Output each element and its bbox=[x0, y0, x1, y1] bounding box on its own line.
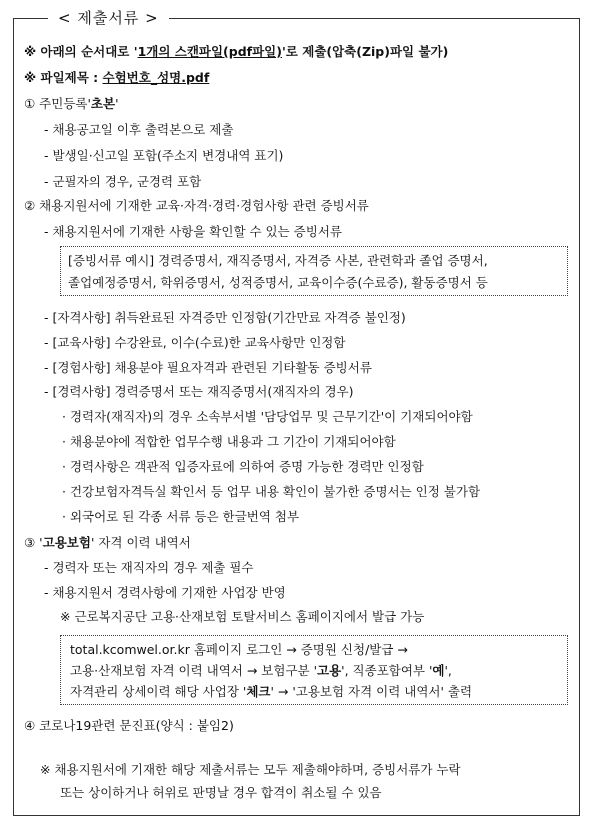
section-3-item: - 경력자 또는 재직자의 경우 제출 필수 bbox=[44, 560, 254, 575]
issuance-step-line: total.kcomwel.or.kr 홈페이지 로그인 → 증명원 신청/발급 → bbox=[70, 642, 408, 657]
section-3-heading: ③ '고용보험' 자격 이력 내역서 bbox=[24, 535, 191, 550]
section-2-item: - [경력사항] 경력증명서 또는 재직증명서(재직자의 경우) bbox=[44, 384, 354, 399]
section-3-note: ※ 근로복지공단 고용·산재보험 토탈서비스 홈페이지에서 발급 가능 bbox=[60, 609, 425, 624]
footer-note-line: 또는 상이하거나 허위로 판명날 경우 합격이 취소될 수 있음 bbox=[60, 785, 382, 800]
section-2-subheading: - 채용지원서에 기재한 사항을 확인할 수 있는 증빙서류 bbox=[44, 224, 342, 239]
section-4-heading: ④ 코로나19관련 문진표(양식 : 붙임2) bbox=[24, 718, 234, 733]
section-2-heading: ② 채용지원서에 기재한 교육·자격·경력·경험사항 관련 증빙서류 bbox=[24, 198, 369, 213]
section-1-item: - 발생일·신고일 포함(주소지 변경내역 표기) bbox=[44, 148, 284, 163]
section-2-item: - [경험사항] 채용분야 필요자격과 관련된 기타활동 증빙서류 bbox=[44, 360, 372, 375]
page-title: < 제출서류 > bbox=[48, 8, 169, 28]
section-1-item: - 군필자의 경우, 군경력 포함 bbox=[44, 174, 202, 189]
evidence-example-line: 졸업예정증명서, 학위증명서, 성적증명서, 교육이수증(수료증), 활동증명서 등 bbox=[68, 275, 488, 290]
career-bullet: · 건강보험자격득실 확인서 등 업무 내용 확인이 불가한 증명서는 인정 불가함 bbox=[62, 484, 481, 499]
issuance-step-line: 자격관리 상세이력 해당 사업장 '체크' → '고용보험 자격 이력 내역서' 출력 bbox=[70, 684, 473, 699]
career-bullet: · 경력사항은 객관적 입증자료에 의하여 증명 가능한 경력만 인정함 bbox=[62, 459, 424, 474]
career-bullet: · 외국어로 된 각종 서류 등은 한글번역 첨부 bbox=[62, 509, 300, 524]
section-3-item: - 채용지원서 경력사항에 기재한 사업장 반영 bbox=[44, 585, 286, 600]
section-1-item: - 채용공고일 이후 출력본으로 제출 bbox=[44, 122, 234, 137]
instruction-line-2: ※ 파일제목 : 수험번호_성명.pdf bbox=[24, 70, 210, 85]
section-1-heading: ① 주민등록'초본' bbox=[24, 96, 119, 111]
instruction-line-1: ※ 아래의 순서대로 '1개의 스캔파일(pdf파일)'로 제출(압축(Zip)파일 불가) bbox=[24, 44, 449, 59]
evidence-example-line: [증빙서류 예시] 경력증명서, 재직증명서, 자격증 사본, 관련학과 졸업 증명서, bbox=[68, 253, 488, 268]
section-2-item: - [자격사항] 취득완료된 자격증만 인정함(기간만료 자격증 불인정) bbox=[44, 310, 406, 325]
issuance-step-line: 고용·산재보험 자격 이력 내역서 → 보험구분 '고용', 직종포함여부 '예', bbox=[70, 663, 452, 678]
section-2-item: - [교육사항] 수강완료, 이수(수료)한 교육사항만 인정함 bbox=[44, 335, 346, 350]
career-bullet: · 경력자(재직자)의 경우 소속부서별 '담당업무 및 근무기간'이 기재되어야함 bbox=[62, 409, 473, 424]
career-bullet: · 채용분야에 적합한 업무수행 내용과 그 기간이 기재되어야함 bbox=[62, 434, 396, 449]
footer-note-line: ※ 채용지원서에 기재한 해당 제출서류는 모두 제출해야하며, 증빙서류가 누락 bbox=[40, 762, 461, 777]
